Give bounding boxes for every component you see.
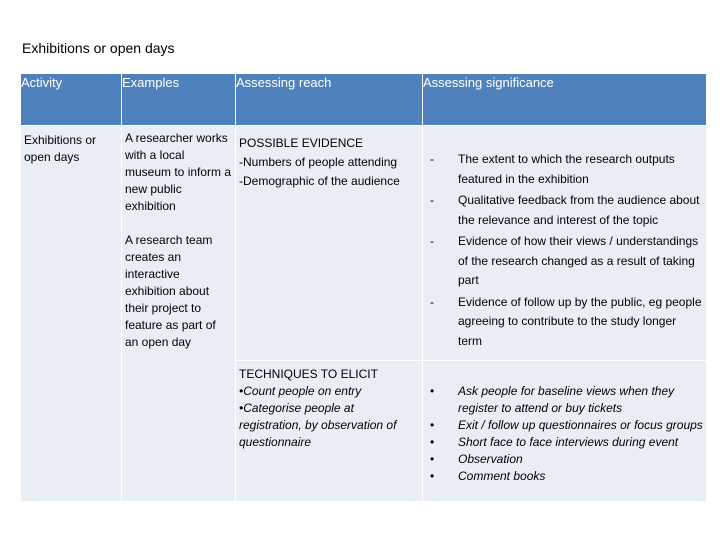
- evidence-significance-cell: [423, 126, 707, 361]
- reach-technique-item-2: •Categorise people at registration, by observation of questionnaire: [239, 401, 397, 449]
- significance-evidence-item: - Qualitative feedback from the audience about the relevance and interest of the topic: [430, 193, 700, 227]
- significance-technique-item: • Observation: [430, 452, 523, 466]
- reach-evidence-item-1: -Numbers of people attending: [239, 155, 398, 169]
- activity-cell: [21, 126, 122, 502]
- evidence-reach-cell: [236, 126, 423, 361]
- page-title: Exhibitions or open days: [22, 40, 175, 56]
- header-row: [21, 74, 707, 126]
- significance-evidence-item: - Evidence of follow up by the public, eg people agreeing to contribute to the study longer term: [430, 294, 702, 348]
- example-2: A research team creates an interactive exhibition about their project to feature as part of an open day: [125, 233, 216, 349]
- assessment-table: [20, 73, 707, 502]
- significance-technique-list: [426, 383, 703, 485]
- example-1: A researcher works with a local museum to inform a new public exhibition: [125, 131, 232, 213]
- examples-cell: [122, 126, 236, 502]
- evidence-row: [21, 126, 707, 361]
- header-significance: Assessing significance: [423, 74, 707, 126]
- significance-technique-item: • Comment books: [430, 469, 546, 483]
- significance-technique-item: • Ask people for baseline views when they register to attend or buy tickets: [430, 384, 675, 415]
- significance-technique-item: • Short face to face interviews during event: [430, 435, 679, 449]
- reach-technique-item-1: •Count people on entry: [239, 384, 362, 398]
- header-examples: Examples: [122, 74, 236, 126]
- techniques-heading: TECHNIQUES TO ELICIT: [239, 367, 378, 381]
- significance-evidence-list: [426, 150, 703, 351]
- significance-evidence-item: - Evidence of how their views / understandings of the research changed as a result of taking part: [430, 234, 699, 287]
- techniques-reach-cell: [236, 361, 423, 502]
- header-reach: Assessing reach: [236, 74, 423, 126]
- techniques-significance-cell: [423, 361, 707, 502]
- header-activity: Activity: [21, 74, 122, 126]
- activity-text: Exhibitions or open days: [24, 133, 97, 164]
- evidence-heading: POSSIBLE EVIDENCE: [239, 136, 364, 150]
- significance-technique-item: • Exit / follow up questionnaires or focus groups: [430, 418, 703, 432]
- significance-evidence-item: - The extent to which the research outputs featured in the exhibition: [430, 152, 675, 186]
- reach-evidence-item-2: -Demographic of the audience: [239, 174, 400, 188]
